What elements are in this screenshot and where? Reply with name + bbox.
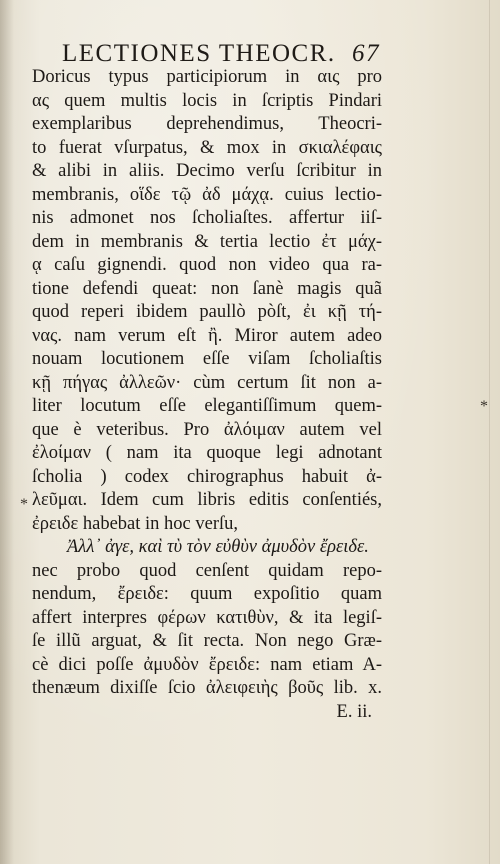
text-line: liter locutum eſſe elegantiſſimum quem- [32, 396, 382, 416]
page-number: 67 [352, 40, 380, 67]
text-line: membranis, οἵδε τῷ ἀδ μάχᾳ. cuius lectio- [32, 184, 382, 205]
text-line: ἐρειδε habebat in hoc verſu, [32, 513, 238, 534]
text-line: tione defendi queat: non ſanè magis quã [32, 278, 382, 299]
greek-verse-quote: Ἀλλ᾽ ἀγε, καὶ τὺ τὸν εὐθὺν ἀμυδὸν ἔρειδε. [67, 537, 369, 557]
text-line: nis admonet nos ſcholiaſtes. affertur iiſ- [32, 208, 382, 228]
text-line: ᾳ caſu gignendi. quod non video qua ra- [32, 255, 382, 275]
text-line: ſe illũ arguat, & ſit recta. Non nego Græ- [32, 631, 382, 651]
signature-mark: E. ii. [336, 701, 372, 722]
text-line: quod reperi ibidem paullò pòſt, ἐι κῇ τή- [32, 302, 382, 322]
margin-mark: * [480, 398, 488, 415]
text-line: thenæum dixiſſe ſcio ἀλειφειὴς βοῦς lib. x. [32, 678, 382, 698]
text-line: que è veteribus. Pro ἀλόιμαν autem vel [32, 419, 382, 440]
text-line: κῇ πήγας ἀλλεῶν· cùm certum ſit non a- [32, 372, 382, 393]
text-line: nendum, ἔρειδε: quum expoſitio quam [32, 584, 382, 604]
text-line: ſcholia ) codex chirographus habuit ἀ- [32, 466, 382, 487]
text-line: cè dici poſſe ἀμυδὸν ἔρειδε: nam etiam A- [32, 654, 382, 675]
running-head [62, 40, 380, 68]
page-edge [489, 0, 490, 864]
text-line: nouam locutionem eſſe viſam ſcholiaſtis [32, 349, 382, 369]
text-line: exemplaribus deprehendimus, Theocri- [32, 114, 382, 134]
text-line: Doricus typus participiorum in αις pro [32, 67, 382, 87]
running-title: LECTIONES THEOCR. [62, 40, 336, 67]
text-line: nec probo quod cenſent quidam repo- [32, 560, 382, 581]
text-line: νας. nam verum eſt ἢ. Miror autem adeo [32, 325, 382, 346]
text-line: dem in membranis & tertia lectio ἐτ μάχ- [32, 231, 382, 252]
margin-mark: * [20, 496, 28, 513]
text-line: affert interpres φέρων κατιθὺν, & ita legiſ- [32, 607, 382, 628]
body-text [32, 66, 382, 724]
text-line: & alibi in aliis. Decimo verſu ſcribitur in [32, 161, 382, 181]
text-line: ας quem multis locis in ſcriptis Pindari [32, 90, 382, 111]
text-line: ἐλοίμαν ( nam ita quoque legi adnotant [32, 443, 382, 463]
text-line: λεῦμαι. Idem cum libris editis conſentiés, [32, 490, 382, 510]
text-line: to fuerat vſurpatus, & mox in σκιαλέφαις [32, 137, 382, 158]
spine-shadow [0, 0, 14, 864]
